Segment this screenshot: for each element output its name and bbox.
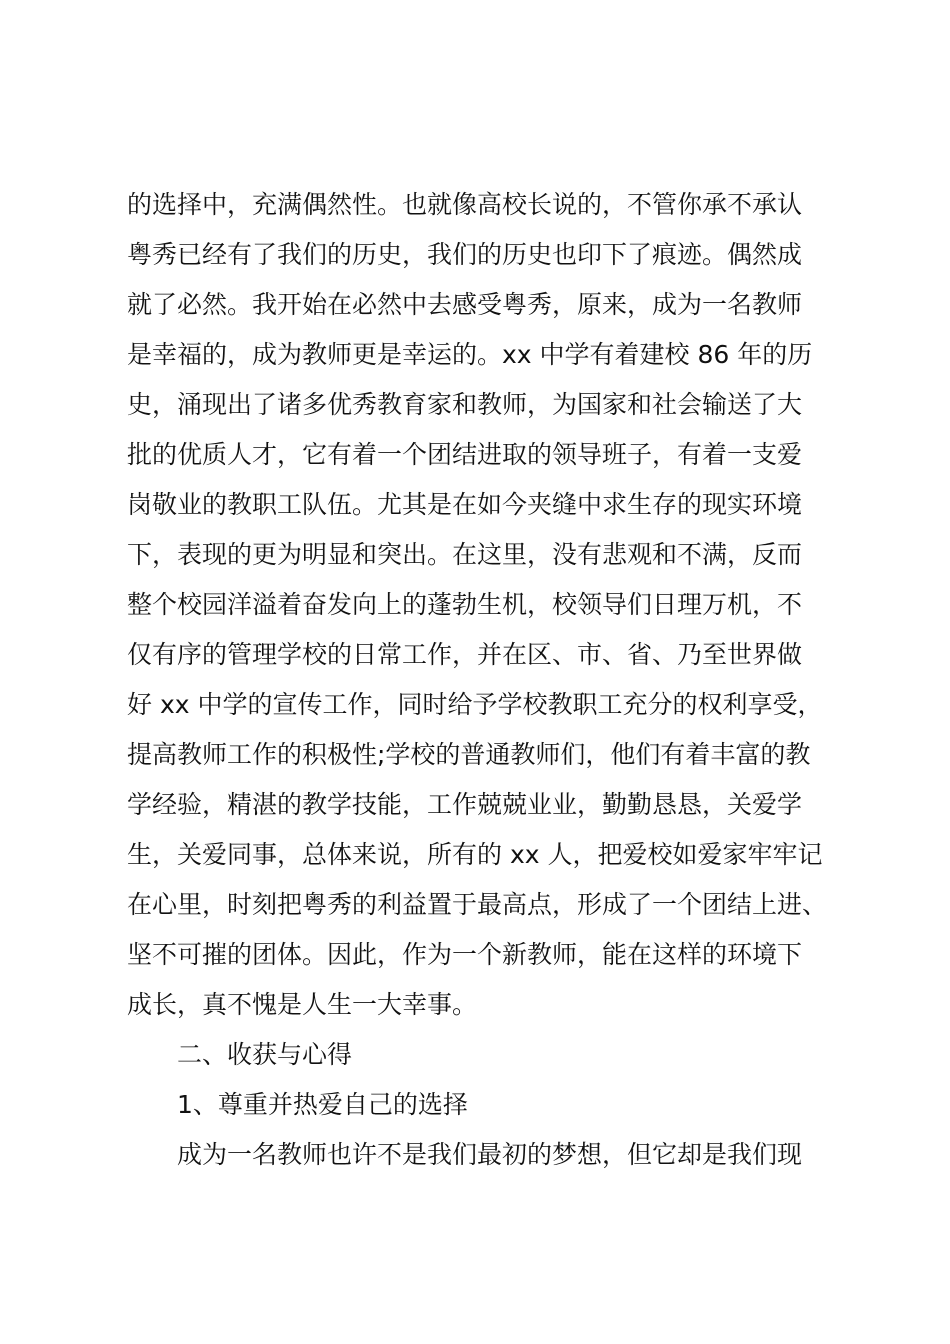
paragraph-line: 提高教师工作的积极性;学校的普通教师们，他们有着丰富的教 <box>127 740 811 769</box>
paragraph-line: 生，关爱同事，总体来说，所有的 xx 人，把爱校如爱家牢牢记 <box>127 840 823 869</box>
paragraph-line: 成为一名教师也许不是我们最初的梦想，但它却是我们现 <box>177 1140 803 1169</box>
paragraph-line: 好 xx 中学的宣传工作，同时给予学校教职工充分的权利享受， <box>127 690 823 719</box>
paragraph-line: 坚不可摧的团体。因此，作为一个新教师，能在这样的环境下 <box>127 940 803 969</box>
paragraph-line: 粤秀已经有了我们的历史，我们的历史也印下了痕迹。偶然成 <box>127 240 803 269</box>
paragraph-line: 批的优质人才，它有着一个团结进取的领导班子，有着一支爱 <box>127 440 803 469</box>
paragraph-line: 学经验，精湛的教学技能，工作兢兢业业，勤勤恳恳，关爱学 <box>127 790 803 819</box>
paragraph-line: 是幸福的，成为教师更是幸运的。xx 中学有着建校 86 年的历 <box>127 340 813 369</box>
paragraph-line: 的选择中，充满偶然性。也就像高校长说的，不管你承不承认 <box>127 190 803 219</box>
paragraph-line: 在心里，时刻把粤秀的利益置于最高点，形成了一个团结上进、 <box>127 890 828 919</box>
subheading: 1、尊重并热爱自己的选择 <box>177 1090 468 1119</box>
paragraph-line: 就了必然。我开始在必然中去感受粤秀，原来，成为一名教师 <box>127 290 803 319</box>
section-heading: 二、收获与心得 <box>177 1040 353 1069</box>
paragraph-line: 岗敬业的教职工队伍。尤其是在如今夹缝中求生存的现实环境 <box>127 490 803 519</box>
document-body <box>127 180 847 1180</box>
paragraph-line: 仅有序的管理学校的日常工作，并在区、市、省、乃至世界做 <box>127 640 803 669</box>
paragraph-line: 史，涌现出了诸多优秀教育家和教师，为国家和社会输送了大 <box>127 390 803 419</box>
paragraph-line: 下，表现的更为明显和突出。在这里，没有悲观和不满，反而 <box>127 540 803 569</box>
paragraph-line: 成长，真不愧是人生一大幸事。 <box>127 990 478 1019</box>
paragraph-line: 整个校园洋溢着奋发向上的蓬勃生机，校领导们日理万机，不 <box>127 590 803 619</box>
